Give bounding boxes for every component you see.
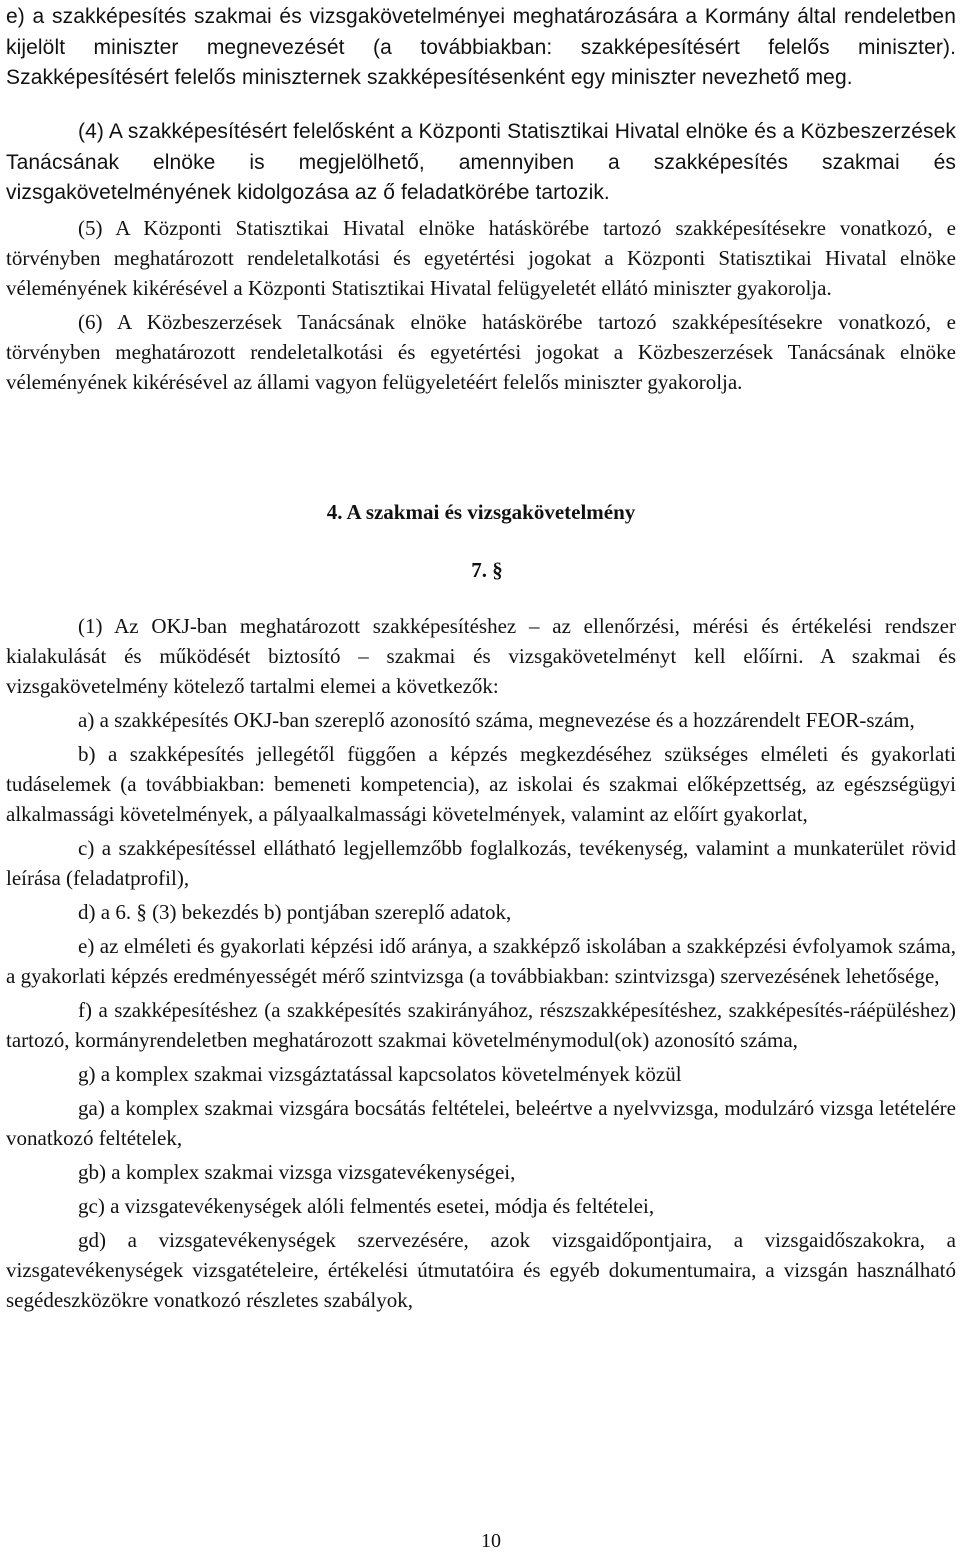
paragraph-4: (4) A szakképesítésért felelősként a Központi Statisztikai Hivatal elnöke és a Közbeszerzések Tanácsának elnöke is megjelölhető, amennyiben a szakképesítés szakmai és vizsgakövetelményének kidolgozása az ő feladatkörébe tartozik. <box>6 120 956 204</box>
section-paragraphs-block <box>6 117 956 397</box>
page-number: 10 <box>481 1530 501 1552</box>
list-item-d: d) a 6. § (3) bekezdés b) pontjában szereplő adatok, <box>78 900 512 924</box>
list-item-g: g) a komplex szakmai vizsgáztatással kapcsolatos követelmények közül <box>78 1062 682 1086</box>
list-item-ga: ga) a komplex szakmai vizsgára bocsátás feltételei, beleértve a nyelvvizsga, modulzáró vizsga letételére vonatkozó feltételek, <box>6 1096 956 1150</box>
document-page <box>6 0 956 1557</box>
list-item-e: e) az elméleti és gyakorlati képzési idő aránya, a szakképző iskolában a szakképzési évfolyamok száma, a gyakorlati képzés eredményességét mérő szintvizsga (a továbbiakban: szintvizsga) szervezésének lehetősége, <box>6 934 956 988</box>
section7-paragraph-1: (1) Az OKJ-ban meghatározott szakképesítéshez – az ellenőrzési, mérési és értékelési rendszer kialakulását és működését biztosító – szakmai és vizsgakövetelményt kell előírni. A szakmai és vizsgakövetelmény kötelező tartalmi elemei a következők: <box>6 614 956 698</box>
list-item-gd: gd) a vizsgatevékenységek szervezésére, azok vizsgaidőpontjaira, a vizsgaidőszakokra, a vizsgatevékenységek vizsgatételeire, értékelési útmutatóira és egyéb dokumentumaira, a vizsgán használható segédeszközökre vonatkozó részletes szabályok, <box>6 1228 956 1312</box>
section-number: 7. § <box>471 558 503 582</box>
list-item-gc: gc) a vizsgatevékenységek alóli felmentés esetei, módja és feltételei, <box>78 1194 655 1218</box>
paragraph-5: (5) A Központi Statisztikai Hivatal elnöke hatáskörébe tartozó szakképesítésekre vonatkozó, e törvényben meghatározott rendeletalkotási és egyetértési jogokat a Központi Statisztikai Hivatal elnöke véleményének kikérésével a Központi Statisztikai Hivatal felügyeletét ellátó miniszter gyakorolja. <box>6 215 956 300</box>
list-item-a: a) a szakképesítés OKJ-ban szereplő azonosító száma, megnevezése és a hozzárendelt FEOR-szám, <box>78 708 915 732</box>
list-item-b: b) a szakképesítés jellegétől függően a képzés megkezdéséhez szükséges elméleti és gyakorlati tudáselemek (a továbbiakban: bemeneti kompetencia), az iskolai és szakmai előképzettség, az egészségügyi alkalmassági követelmények, a pályaalkalmassági követelmények, valamint az előírt gyakorlat, <box>6 742 956 826</box>
list-item-gb: gb) a komplex szakmai vizsga vizsgatevékenységei, <box>78 1160 516 1184</box>
section-7-block <box>6 611 956 1319</box>
list-item-c: c) a szakképesítéssel ellátható legjellemzőbb foglalkozás, tevékenység, valamint a munkaterület rövid leírása (feladatprofil), <box>6 836 956 890</box>
chapter-title: 4. A szakmai és vizsgakövetelmény <box>326 500 636 524</box>
paragraph-e: e) a szakképesítés szakmai és vizsgakövetelményei meghatározására a Kormány által rendeletben kijelölt miniszter megnevezését (a továbbiakban: szakképesítésért felelős miniszter). Szakképesítésért felelős miniszternek szakképesítésenként egy miniszter nevezhető meg. <box>6 5 956 89</box>
paragraph-6: (6) A Közbeszerzések Tanácsának elnöke hatáskörébe tartozó szakképesítésekre vonatkozó, e törvényben meghatározott rendeletalkotási és egyetértési jogokat a Közbeszerzések Tanácsának elnöke véleményének kikérésével az állami vagyon felügyeletéért felelős miniszter gyakorolja. <box>6 309 956 394</box>
intro-block <box>6 2 956 94</box>
list-item-f: f) a szakképesítéshez (a szakképesítés szakirányához, részszakképesítéshez, szakképesítés-ráépüléshez) tartozó, kormányrendeletben meghatározott szakmai követelménymodul(ok) azonosító száma, <box>6 998 956 1052</box>
